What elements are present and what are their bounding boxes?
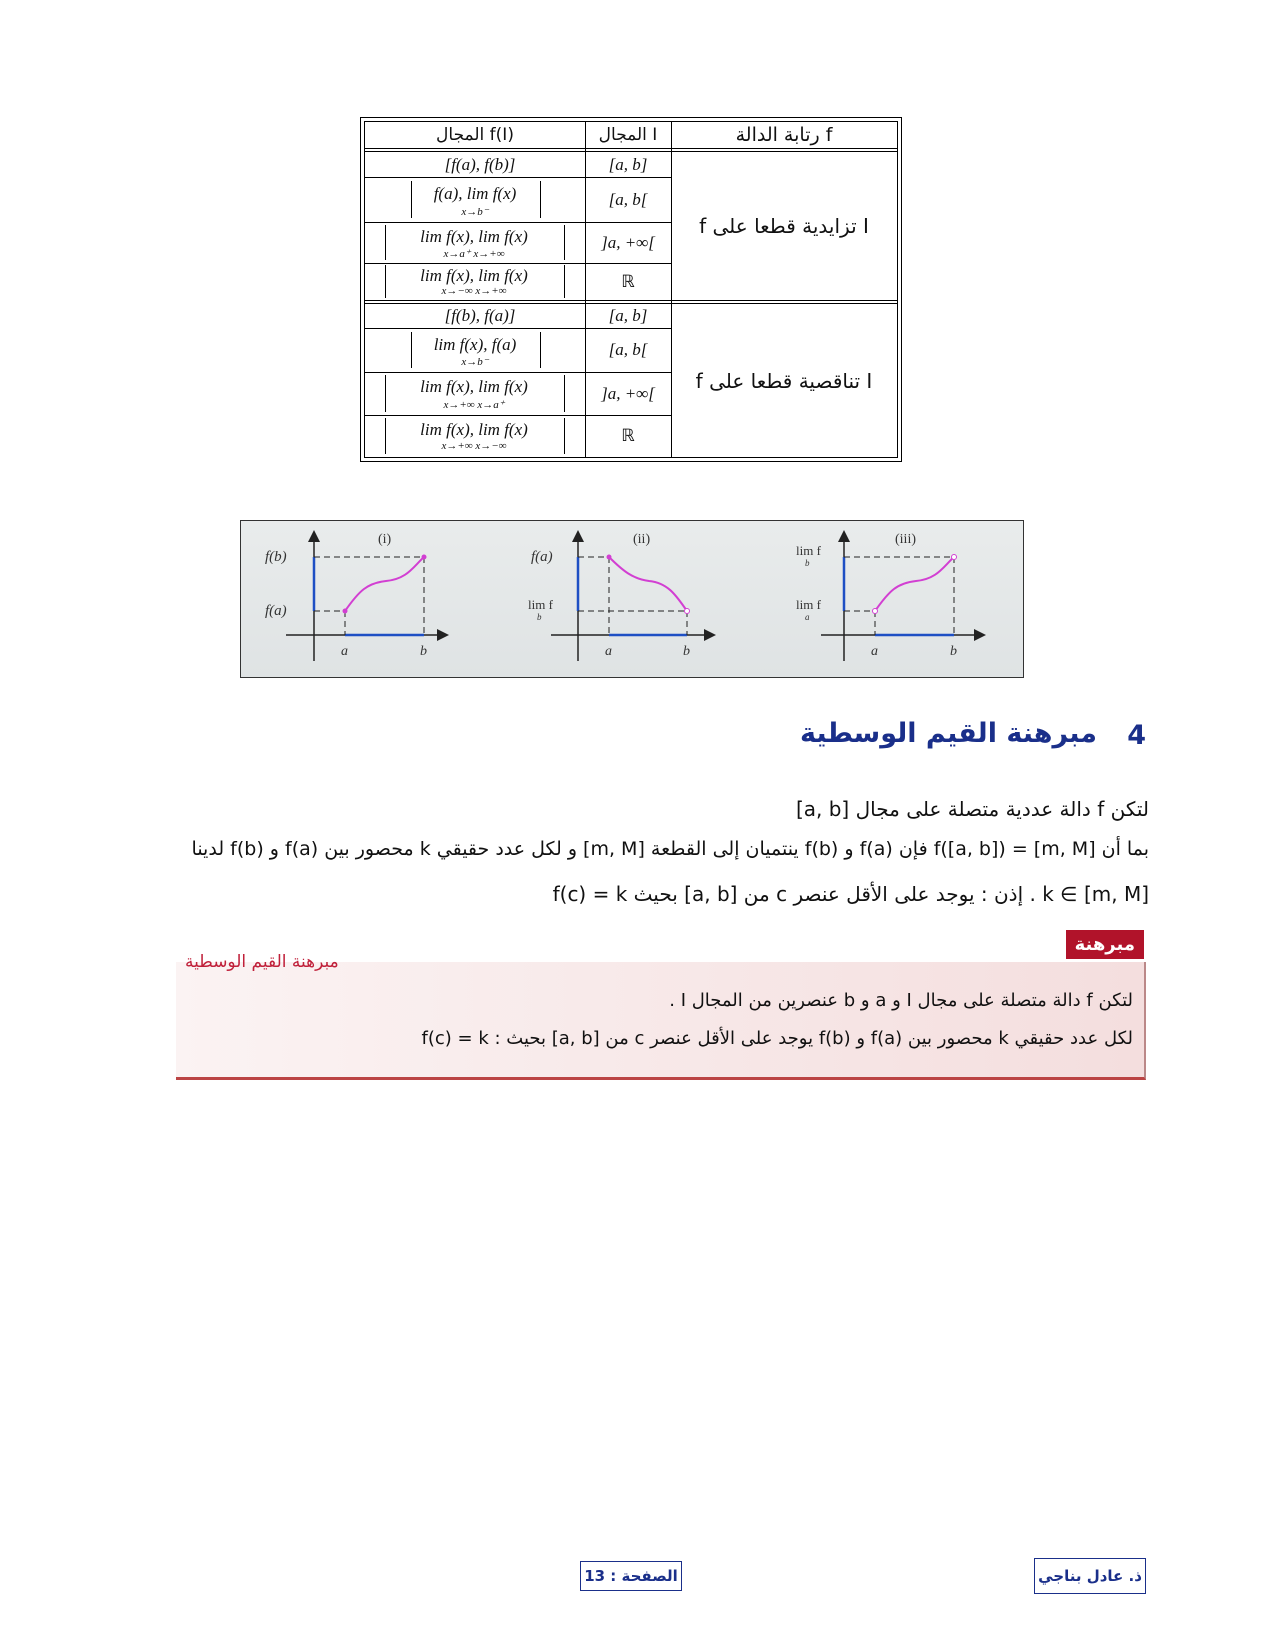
x-label-b: b — [950, 644, 957, 659]
x-label-b: b — [420, 644, 427, 659]
y-label-top: f(a) — [531, 549, 553, 565]
theorem-line-1: لتكن f دالة متصلة على مجال I و a و b عنصرين من المجال I . — [669, 990, 1133, 1011]
section-number: 4 — [1127, 720, 1146, 751]
dec-interval-3: ]a, +∞[ — [601, 383, 655, 403]
dec-range-2-sub: x→b⁻ — [461, 355, 489, 368]
panel-label: (i) — [378, 532, 392, 547]
header-interval: المجال I — [598, 125, 658, 145]
monotonicity-table — [360, 117, 902, 462]
dec-range-4: lim f(x), lim f(x) — [420, 419, 528, 439]
increasing-label: f تزايدية قطعا على I — [699, 214, 869, 238]
dec-range-4-sub: x→+∞ x→−∞ — [441, 440, 507, 452]
y-label-bottom: lim f — [528, 597, 553, 612]
y-label-bottom-sub: b — [537, 612, 542, 622]
section-line-3: k ∈ [m, M] . إذن : يوجد على الأقل عنصر c من [a, b] بحيث f(c) = k — [552, 882, 1149, 906]
section-title: مبرهنة القيم الوسطية — [799, 718, 1097, 749]
y-label-bottom: f(a) — [265, 603, 287, 619]
panel-label: (ii) — [633, 532, 651, 547]
x-label-b: b — [683, 644, 690, 659]
dec-interval-4: ℝ — [621, 426, 635, 445]
section-line-1: لتكن f دالة عددية متصلة على مجال [a, b] — [795, 797, 1149, 821]
inc-interval-2: [a, b[ — [608, 189, 648, 209]
x-label-a: a — [341, 644, 348, 659]
y-label-top: f(b) — [265, 549, 287, 565]
header-monotonic: رتابة الدالة f — [735, 124, 833, 146]
dec-range-2: lim f(x), f(a) — [433, 335, 517, 354]
inc-interval-4: ℝ — [621, 271, 635, 291]
theorem-badge: مبرهنة — [1066, 930, 1144, 959]
graph-panel-ii — [528, 532, 713, 661]
y-label-bottom-sub: a — [805, 612, 810, 622]
graph-panel-i — [265, 532, 446, 661]
inc-range-2: f(a), lim f(x) — [433, 184, 517, 203]
y-label-top: lim f — [796, 543, 821, 558]
decreasing-label: f تناقصية قطعا على I — [695, 368, 873, 393]
theorem-label: مبرهنة القيم الوسطية — [185, 952, 339, 972]
graphs-figure — [240, 520, 1024, 678]
inc-range-2-sub: x→b⁻ — [461, 205, 489, 218]
graphs-svg — [241, 521, 1023, 677]
inc-range-4: lim f(x), lim f(x) — [420, 266, 528, 285]
theorem-line-2: لكل عدد حقيقي k محصور بين f(a) و f(b) يوجد على الأقل عنصر c من [a, b] بحيث : f(c) = k — [421, 1028, 1133, 1049]
panel-label: (iii) — [895, 532, 916, 547]
dec-range-3: lim f(x), lim f(x) — [420, 377, 528, 396]
dec-range-1: [f(b), f(a)] — [444, 306, 516, 325]
inc-range-3-sub: x→a⁺ x→+∞ — [443, 247, 505, 260]
x-label-a: a — [871, 644, 878, 659]
y-label-top-sub: b — [805, 558, 810, 568]
graph-panel-iii — [796, 532, 983, 661]
inc-interval-3: ]a, +∞[ — [601, 232, 655, 252]
header-range: المجال f(I) — [436, 125, 514, 145]
dec-interval-1: [a, b] — [608, 306, 648, 325]
inc-interval-1: [a, b] — [608, 154, 648, 174]
dec-interval-2: [a, b[ — [608, 340, 648, 359]
inc-range-4-sub: x→−∞ x→+∞ — [441, 285, 507, 297]
y-label-bottom: lim f — [796, 597, 821, 612]
inc-range-3: lim f(x), lim f(x) — [420, 227, 528, 246]
page-number: الصفحة : 13 — [580, 1561, 682, 1591]
x-label-a: a — [605, 644, 612, 659]
section-line-2: بما أن f([a, b]) = [m, M] فإن f(a) و f(b) ينتميان إلى القطعة [m, M] و لكل عدد حقيقي k محصور بين f(a) و f(b) لدينا — [191, 838, 1149, 860]
inc-range-1: [f(a), f(b)] — [444, 154, 516, 174]
dec-range-3-sub: x→+∞ x→a⁺ — [443, 398, 505, 411]
theorem-box — [176, 962, 1146, 1080]
author-name: ذ. عادل بناجي — [1034, 1558, 1146, 1594]
